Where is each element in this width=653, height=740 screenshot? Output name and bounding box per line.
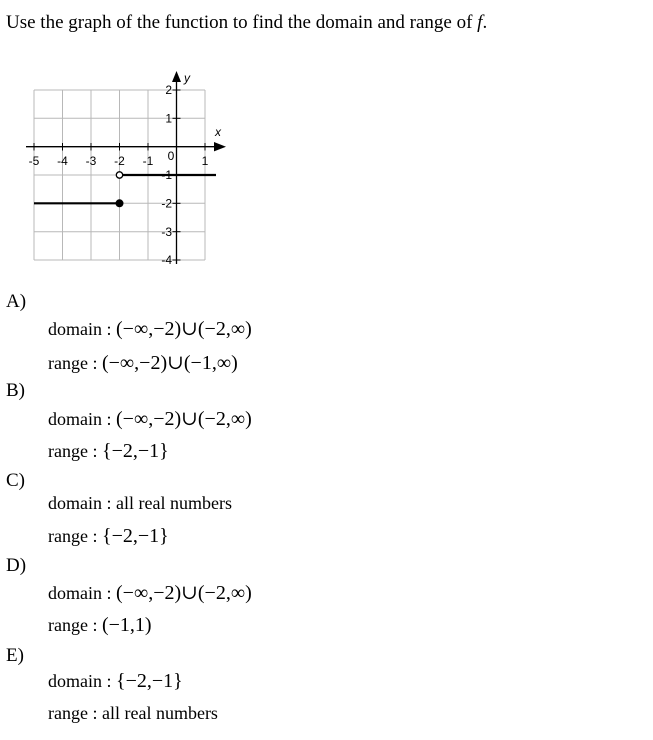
domain-label: domain :: [48, 583, 112, 603]
range-label: range :: [48, 703, 98, 723]
x-tick-label: -2: [114, 154, 125, 168]
option-d-letter: D): [6, 555, 27, 576]
option-a-range: [48, 350, 238, 375]
x-tick-label: 0: [167, 149, 175, 163]
x-tick-label: 1: [201, 154, 209, 168]
y-tick-label: 2: [165, 83, 172, 97]
option-d-domain: [48, 580, 252, 605]
y-tick-label: 1: [165, 111, 172, 126]
option-e-range: [48, 703, 218, 724]
range-value: all real numbers: [101, 703, 218, 723]
range-value: (−1,1): [101, 614, 152, 636]
y-tick-label: -1: [161, 168, 172, 182]
option-e-domain: [48, 670, 183, 693]
domain-value: (−∞,−2)∪(−2,∞): [116, 408, 252, 430]
option-c-domain: [48, 493, 232, 514]
y-tick-label: -3: [161, 225, 172, 239]
domain-value: all real numbers: [116, 493, 232, 513]
range-value: {−2,−1}: [101, 440, 169, 462]
question-prefix: Use the graph of the function to find the domain and range of: [6, 12, 478, 33]
question-period: .: [482, 12, 488, 33]
x-tick-label: -1: [142, 154, 154, 168]
question-text: [6, 12, 487, 34]
option-e-letter: E): [6, 645, 24, 666]
domain-value: (−∞,−2)∪(−2,∞): [116, 582, 252, 604]
x-tick-label: -3: [85, 154, 97, 168]
range-label: range :: [48, 615, 98, 635]
option-c-letter: C): [6, 470, 25, 491]
option-b-range: [48, 440, 169, 463]
option-c-range: [48, 525, 169, 548]
range-value: (−∞,−2)∪(−1,∞): [101, 352, 238, 374]
domain-label: domain :: [48, 493, 112, 513]
axes: [26, 76, 222, 264]
range-value: {−2,−1}: [101, 525, 169, 547]
range-label: range :: [48, 526, 98, 546]
function-graph: [22, 68, 262, 278]
domain-label: domain :: [48, 671, 112, 691]
closed-endpoint: [116, 199, 124, 207]
y-tick-label: -4: [161, 253, 172, 267]
range-label: range :: [48, 441, 98, 461]
y-axis-arrow-icon: [172, 71, 181, 82]
domain-value: (−∞,−2)∪(−2,∞): [116, 318, 252, 340]
open-endpoint: [116, 172, 122, 178]
y-axis-label: y: [184, 71, 190, 85]
option-a-domain: [48, 316, 252, 341]
x-axis-label: x: [215, 125, 221, 139]
domain-label: domain :: [48, 319, 112, 339]
y-tick-label: -2: [161, 196, 172, 211]
option-b-domain: [48, 406, 252, 431]
function-name: f: [477, 12, 483, 33]
option-b-letter: B): [6, 380, 25, 401]
domain-label: domain :: [48, 409, 112, 429]
option-a-letter: A): [6, 291, 27, 312]
domain-value: {−2,−1}: [116, 670, 183, 692]
option-d-range: [48, 614, 152, 637]
x-tick-label: -4: [57, 154, 68, 168]
range-label: range :: [48, 353, 98, 373]
x-tick-label: -5: [28, 154, 40, 168]
x-axis-arrow-icon: [214, 142, 226, 151]
